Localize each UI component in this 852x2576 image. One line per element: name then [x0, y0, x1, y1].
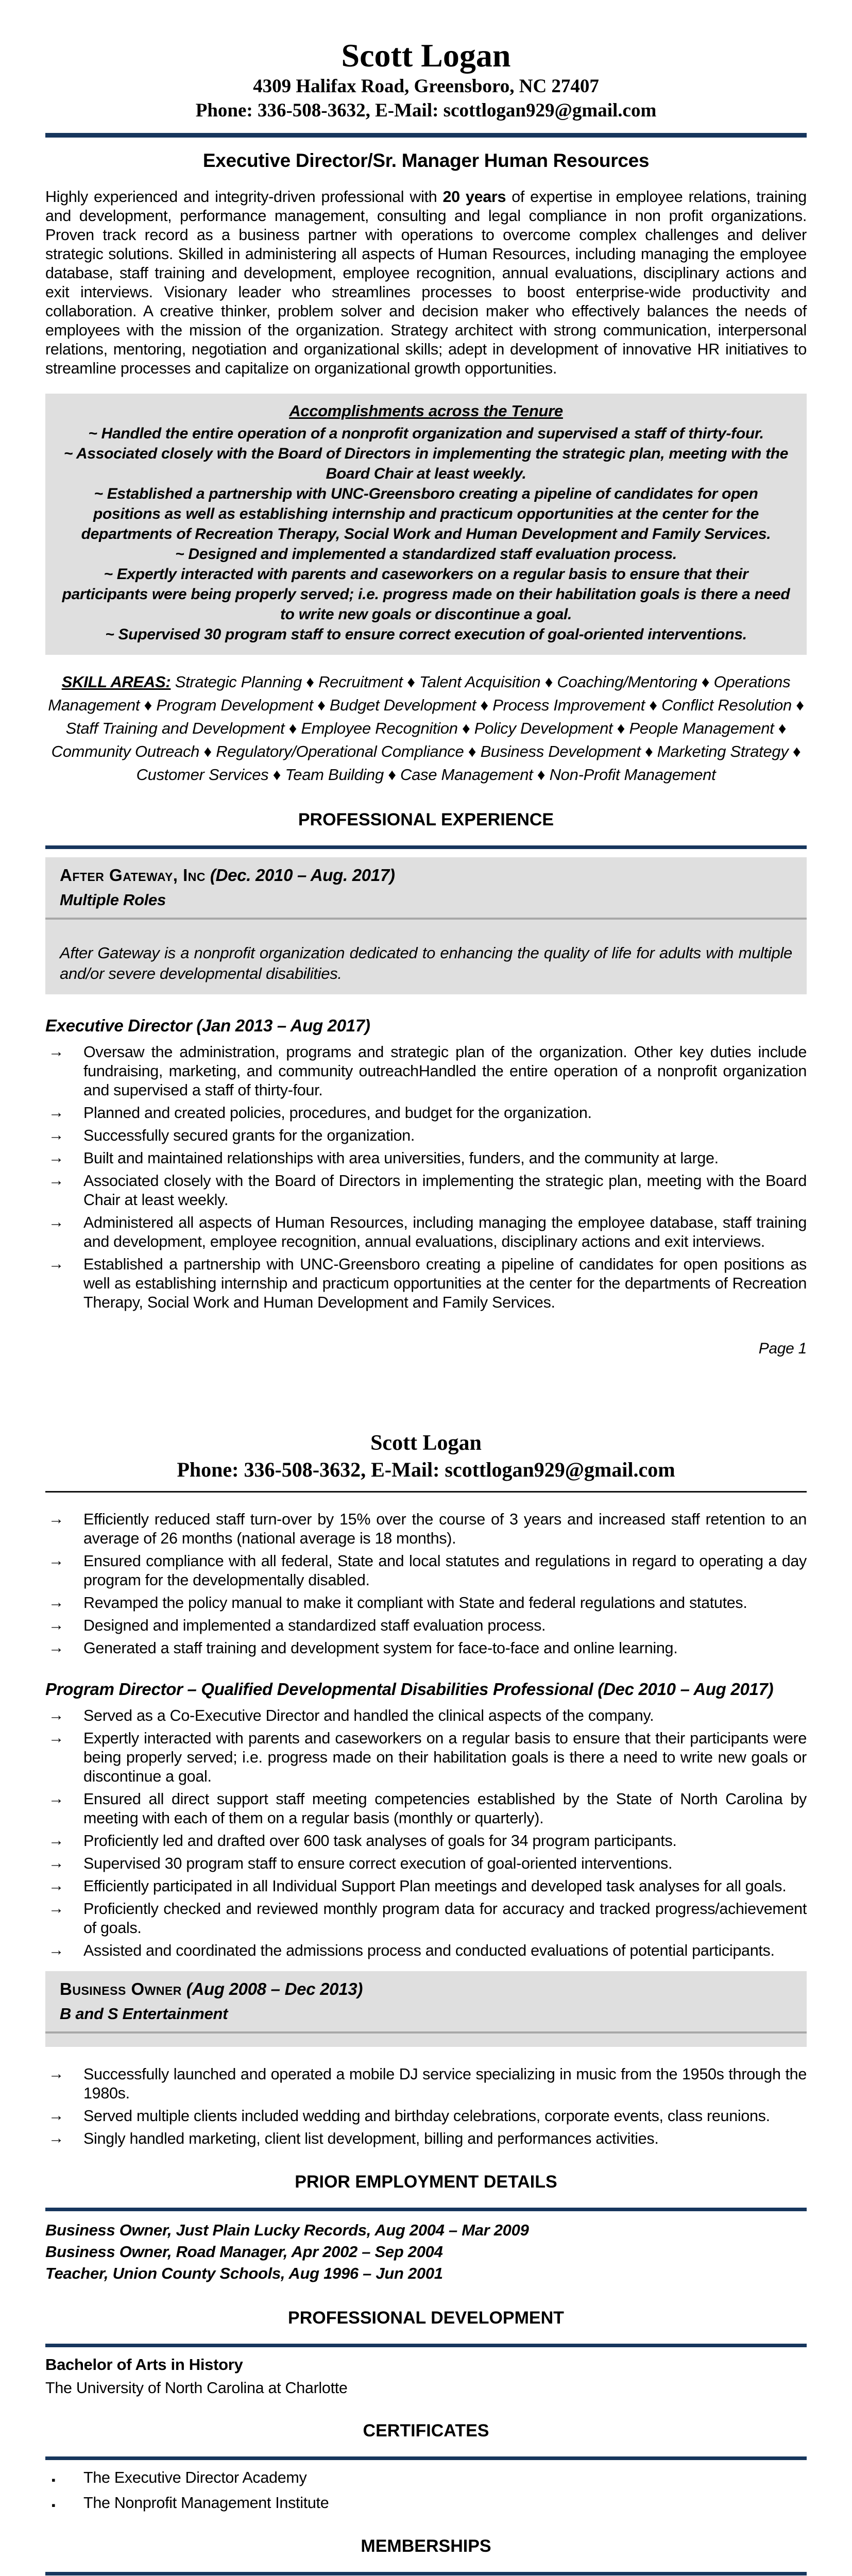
experience-bullet	[45, 2107, 807, 2126]
arrow-bullet-icon: →	[48, 1638, 64, 1656]
experience-bullet-text: Proficiently checked and reviewed monthly program data for accuracy and tracked progress/achievement of goals.	[83, 1900, 807, 1937]
arrow-bullet-icon: →	[48, 1213, 64, 1231]
arrow-bullet-icon: →	[48, 1854, 64, 1872]
role-heading-program-director: Program Director – Qualified Developmental Disabilities Professional (Dec 2010 – Aug 2017)	[45, 1679, 774, 1699]
employer-subtitle: B and S Entertainment	[60, 2004, 228, 2023]
accomplishment-item: ~ Handled the entire operation of a nonprofit organization and supervised a staff of thirty-four.	[88, 425, 764, 443]
prior-employment-item: Business Owner, Road Manager, Apr 2002 – Sep 2004	[45, 2242, 443, 2261]
experience-bullet-text: Administered all aspects of Human Resources, including managing the employee database, staff training and development, employee recognition, annual evaluations, disciplinary actions and exit interviews.	[83, 1214, 807, 1251]
arrow-bullet-icon: →	[48, 1616, 64, 1634]
experience-bullet	[45, 1213, 807, 1251]
arrow-bullet-icon: →	[48, 1551, 64, 1569]
arrow-bullet-icon: →	[48, 1728, 64, 1747]
experience-bullet-text: Expertly interacted with parents and caseworkers on a regular basis to ensure that their participants were being properly served; i.e. progress made on their habilitation goals is there a need to write new goals or discontinue a goal.	[83, 1729, 807, 1785]
certificate-item	[45, 2494, 807, 2513]
prior-employment-list	[45, 2219, 807, 2284]
employer-dates: (Dec. 2010 – Aug. 2017)	[210, 866, 395, 885]
accomplishment-item: ~ Associated closely with the Board of Directors in implementing the strategic plan, meeting with the Board Chair at least weekly.	[63, 445, 789, 483]
experience-bullet	[45, 1877, 807, 1896]
employer-heading	[60, 865, 792, 887]
arrow-bullet-icon: →	[48, 2064, 64, 2082]
experience-bullet	[45, 1104, 807, 1123]
experience-bullet-text: Generated a staff training and development system for face-to-face and online learning.	[83, 1639, 678, 1657]
experience-bullet	[45, 1043, 807, 1100]
experience-bullet-text: Efficiently reduced staff turn-over by 15% over the course of 3 years and increased staff retention to an average of 26 months (national average is 18 months).	[83, 1510, 807, 1547]
arrow-bullet-icon: →	[48, 1706, 64, 1724]
experience-bullet	[45, 1854, 807, 1873]
executive-director-continued-bullets	[45, 1510, 807, 1658]
experience-bullet-text: Successfully launched and operated a mobile DJ service specializing in music from the 1950s through the 1980s.	[83, 2065, 807, 2102]
experience-bullet	[45, 1616, 807, 1635]
experience-bullet-text: Served multiple clients included wedding and birthday celebrations, corporate events, class reunions.	[83, 2107, 770, 2125]
experience-bullet	[45, 1941, 807, 1960]
certificates-list	[45, 2468, 807, 2513]
arrow-bullet-icon: →	[48, 1149, 64, 1167]
professional-summary	[45, 188, 807, 378]
candidate-address: 4309 Halifax Road, Greensboro, NC 27407	[253, 75, 599, 97]
experience-bullet	[45, 1510, 807, 1548]
page1-number: Page 1	[758, 1340, 807, 1358]
summary-rest: of expertise in employee relations, training and development, performance management, consulting and legal compliance in non profit organizations. Proven track record as a business partner with operations to overcome complex challenges and deliver strategic solutions. Skilled in administering all aspects of Human Resources, including managing the employee database, staff training and development, employee recognition, annual evaluations, disciplinary actions and exit interviews. Visionary leader who streamlines processes to boost enterprise-wide productivity and collaboration. A creative thinker, problem solver and decision maker who effectively balances the needs of employees with the mission of the organization. Strategy architect with strong communication, interpersonal relations, mentoring, negotiation and organizational skills; adept in development of innovative HR initiatives to streamline processes and capitalize on organizational growth opportunities.	[45, 188, 807, 377]
accomplishment-item: ~ Designed and implemented a standardized staff evaluation process.	[175, 546, 677, 563]
page1-header	[45, 37, 807, 123]
arrow-bullet-icon: →	[48, 1941, 64, 1959]
arrow-bullet-icon: →	[48, 1899, 64, 1917]
certificate-text: The Executive Director Academy	[83, 2468, 307, 2486]
skill-areas-text: Strategic Planning ♦ Recruitment ♦ Talent Acquisition ♦ Coaching/Mentoring ♦ Operations Management ♦ Program Development ♦ Budget Development ♦ Process Improvement ♦ Conflict Resolution ♦ Staff Training and Development ♦ Employee Recognition ♦ Policy Development ♦ People Management ♦ Community Outreach ♦ Regulatory/Operational Compliance ♦ Business Development ♦ Marketing Strategy ♦ Customer Services ♦ Team Building ♦ Case Management ♦ Non-Profit Management	[48, 673, 804, 784]
employer-name: After Gateway, Inc	[60, 866, 206, 885]
square-bullet-icon: ▪	[52, 2473, 56, 2486]
experience-bullet	[45, 1255, 807, 1312]
school-name: The University of North Carolina at Charlotte	[45, 2379, 348, 2397]
accomplishments-list	[61, 423, 791, 645]
experience-bullet	[45, 2065, 807, 2103]
summary-years-bold: 20 years	[442, 188, 506, 206]
experience-bullet	[45, 1900, 807, 1938]
arrow-bullet-icon: →	[48, 2129, 64, 2147]
experience-bullet-text: Associated closely with the Board of Directors in implementing the strategic plan, meeting with the Board Chair at least weekly.	[83, 1172, 807, 1209]
experience-bullet-text: Singly handled marketing, client list development, billing and performances activities.	[83, 2129, 659, 2147]
arrow-bullet-icon: →	[48, 1510, 64, 1528]
experience-bullet	[45, 1126, 807, 1145]
section-rule	[45, 2344, 807, 2347]
arrow-bullet-icon: →	[48, 1876, 64, 1894]
experience-bullet	[45, 1149, 807, 1168]
experience-bullet-text: Proficiently led and drafted over 600 task analyses of goals for 34 program participants.	[83, 1832, 677, 1850]
spacer	[45, 1964, 807, 1971]
experience-bullet	[45, 2129, 807, 2148]
prior-employment-item: Teacher, Union County Schools, Aug 1996 – Jun 2001	[45, 2264, 443, 2282]
experience-bullet-text: Oversaw the administration, programs and strategic plan of the organization. Other key duties include fundraising, marketing, and community outreachHandled the entire operation of a nonprofit organization and supervised a staff of thirty-four.	[83, 1043, 807, 1099]
header-divider-rule	[45, 133, 807, 138]
spacer	[45, 2054, 807, 2061]
experience-bullet	[45, 1594, 807, 1613]
summary-lead: Highly experienced and integrity-driven professional with	[45, 188, 443, 206]
experience-bullet	[45, 1552, 807, 1590]
accomplishments-box	[45, 394, 807, 655]
experience-bullet-text: Established a partnership with UNC-Greensboro creating a pipeline of candidates for open positions as well as establishing internship and practicum opportunities at the center for the departments of Recreation Therapy, Social Work and Human Development and Family Services.	[83, 1256, 807, 1312]
executive-director-bullets	[45, 1043, 807, 1312]
page2-header-rule	[45, 1491, 807, 1493]
accomplishment-item: ~ Established a partnership with UNC-Greensboro creating a pipeline of candidates for open positions as well as establishing internship and practicum opportunities at the center for the departments of Recreation Therapy, Social Work and Human Development and Family Services.	[81, 485, 771, 543]
section-rule	[45, 2572, 807, 2575]
experience-bullet	[45, 1832, 807, 1851]
experience-bullet-text: Ensured compliance with all federal, State and local statutes and regulations in regard to operating a day program for the developmentally disabled.	[83, 1552, 807, 1589]
experience-bullet	[45, 1639, 807, 1658]
experience-bullet-text: Ensured all direct support staff meeting competencies established by the State of North Carolina by meeting with each of them on a regular basis (monthly or quarterly).	[83, 1790, 807, 1827]
section-heading-certificates: CERTIFICATES	[363, 2420, 489, 2441]
business-owner-bullets	[45, 2065, 807, 2148]
experience-bullet	[45, 1706, 807, 1725]
arrow-bullet-icon: →	[48, 1104, 64, 1122]
candidate-name: Scott Logan	[341, 37, 511, 74]
section-heading-prior-employment: PRIOR EMPLOYMENT DETAILS	[295, 2172, 557, 2192]
skill-areas-label: SKILL AREAS:	[61, 673, 171, 691]
experience-bullet-text: Revamped the policy manual to make it compliant with State and federal regulations and statutes.	[83, 1594, 747, 1612]
employer-name: Business Owner	[60, 1979, 182, 1998]
employer-description: After Gateway is a nonprofit organization dedicated to enhancing the quality of life for adults with multiple and/or severe developmental disabilities.	[60, 944, 792, 983]
employer-box-business-owner	[45, 1971, 807, 2047]
arrow-bullet-icon: →	[48, 1126, 64, 1144]
employer-heading	[60, 1978, 792, 2001]
candidate-contact: Phone: 336-508-3632, E-Mail: scottlogan929@gmail.com	[195, 100, 657, 122]
section-heading-memberships: MEMBERSHIPS	[361, 2536, 491, 2556]
section-heading-professional-experience: PROFESSIONAL EXPERIENCE	[298, 810, 554, 830]
experience-bullet-text: Served as a Co-Executive Director and handled the clinical aspects of the company.	[83, 1706, 654, 1724]
candidate-name-page2: Scott Logan	[370, 1431, 482, 1455]
arrow-bullet-icon: →	[48, 1789, 64, 1807]
experience-bullet-text: Successfully secured grants for the organization.	[83, 1127, 415, 1145]
certificate-text: The Nonprofit Management Institute	[83, 2494, 329, 2512]
experience-bullet-text: Designed and implemented a standardized staff evaluation process.	[83, 1616, 546, 1634]
experience-bullet-text: Assisted and coordinated the admissions process and conducted evaluations of potential participants.	[83, 1941, 775, 1959]
accomplishment-item: ~ Supervised 30 program staff to ensure correct execution of goal-oriented interventions.	[105, 626, 747, 643]
employer-dates: (Aug 2008 – Dec 2013)	[186, 1979, 363, 1998]
accomplishment-item: ~ Expertly interacted with parents and caseworkers on a regular basis to ensure that their participants were being properly served; i.e. progress made on their habilitation goals is there a need to write new goals or discontinue a goal.	[62, 566, 790, 623]
square-bullet-icon: ▪	[52, 2498, 56, 2512]
arrow-bullet-icon: →	[48, 2106, 64, 2124]
employer-box-divider	[45, 918, 807, 920]
candidate-contact-page2: Phone: 336-508-3632, E-Mail: scottlogan929@gmail.com	[177, 1458, 675, 1481]
employer-box-empty-area	[60, 2033, 792, 2047]
arrow-bullet-icon: →	[48, 1255, 64, 1273]
certificate-item	[45, 2468, 807, 2487]
employer-box-after-gateway	[45, 857, 807, 994]
spacer	[45, 2047, 807, 2054]
section-rule	[45, 2208, 807, 2211]
section-rule	[45, 2456, 807, 2460]
accomplishments-title: Accomplishments across the Tenure	[289, 402, 563, 420]
experience-bullet	[45, 1790, 807, 1828]
program-director-bullets	[45, 1706, 807, 1960]
skill-areas	[45, 670, 807, 786]
employer-subtitle: Multiple Roles	[60, 891, 166, 909]
arrow-bullet-icon: →	[48, 1831, 64, 1849]
arrow-bullet-icon: →	[48, 1172, 64, 1190]
experience-bullet	[45, 1729, 807, 1786]
target-job-title: Executive Director/Sr. Manager Human Resources	[202, 150, 650, 172]
page2-header	[45, 1430, 807, 1483]
experience-bullet-text: Efficiently participated in all Individual Support Plan meetings and developed task analyses for all goals.	[83, 1877, 787, 1895]
experience-bullet-text: Supervised 30 program staff to ensure correct execution of goal-oriented interventions.	[83, 1854, 673, 1872]
section-heading-professional-development: PROFESSIONAL DEVELOPMENT	[288, 2308, 564, 2328]
experience-bullet-text: Planned and created policies, procedures, and budget for the organization.	[83, 1104, 592, 1122]
degree-title: Bachelor of Arts in History	[45, 2355, 243, 2374]
role-heading-executive-director: Executive Director (Jan 2013 – Aug 2017)	[45, 1016, 370, 1036]
arrow-bullet-icon: →	[48, 1043, 64, 1061]
experience-bullet-text: Built and maintained relationships with area universities, funders, and the community at large.	[83, 1149, 719, 1167]
experience-bullet	[45, 1172, 807, 1210]
prior-employment-item: Business Owner, Just Plain Lucky Records, Aug 2004 – Mar 2009	[45, 2221, 529, 2239]
arrow-bullet-icon: →	[48, 1593, 64, 1611]
section-rule	[45, 845, 807, 849]
